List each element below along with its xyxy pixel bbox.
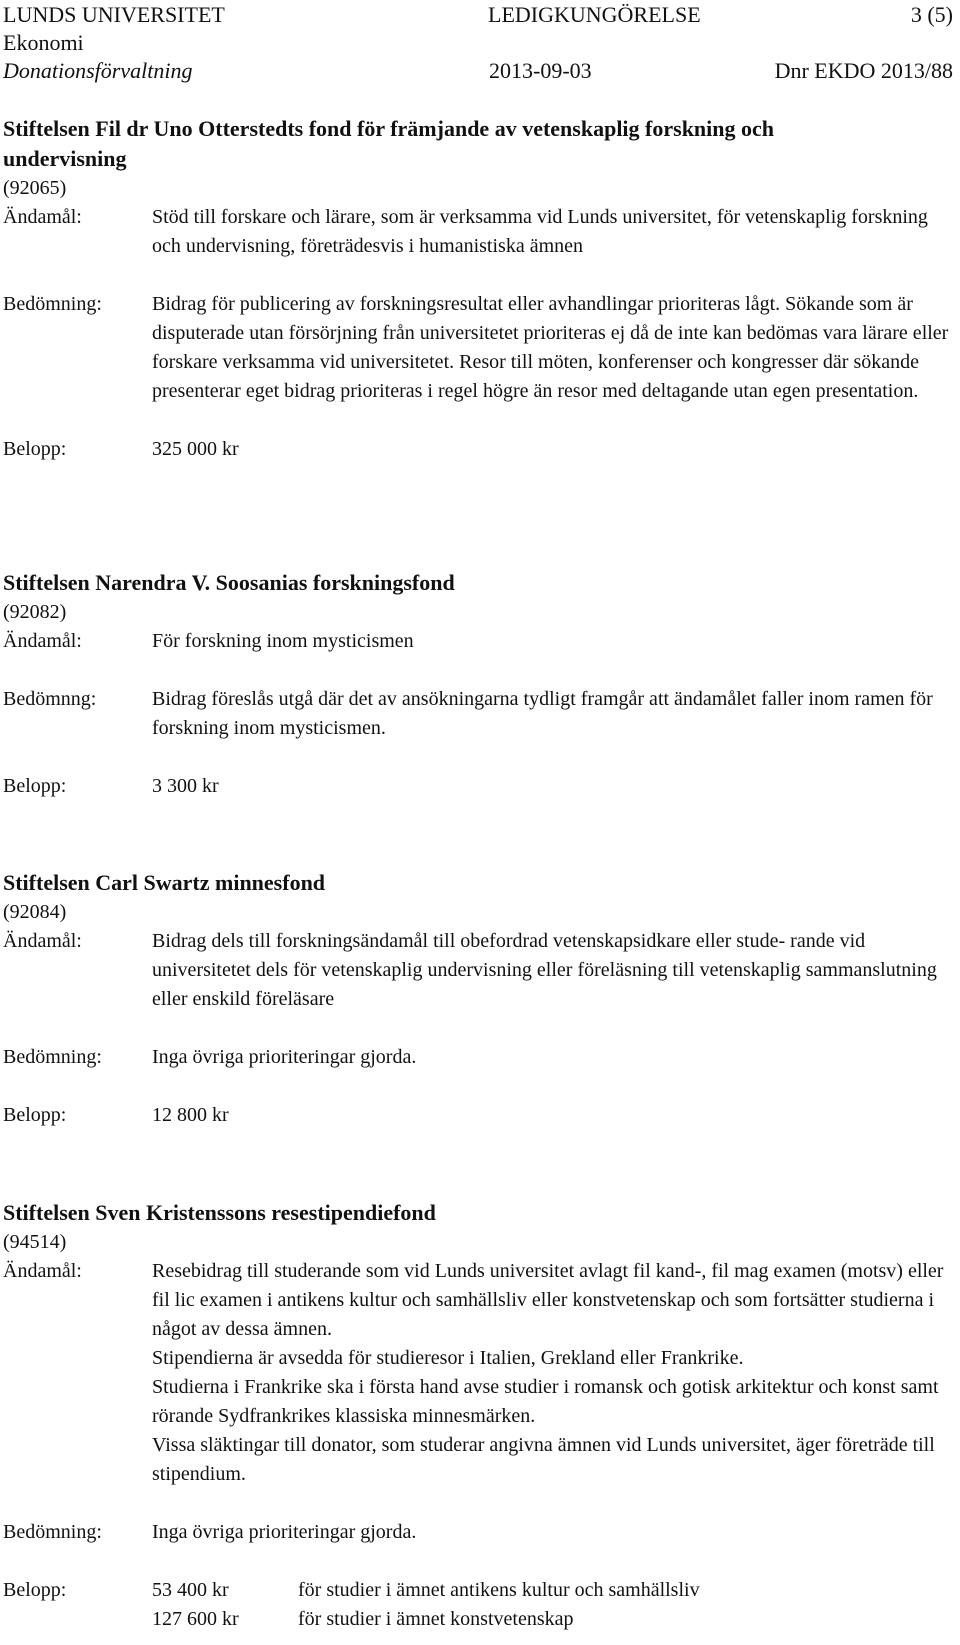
assessment-text: Inga övriga prioriteringar gjorda. xyxy=(152,1046,417,1068)
section-title: Stiftelsen Sven Kristenssons resestipendiefond xyxy=(3,1200,436,1225)
assessment-label: Bedömnng: xyxy=(3,688,97,710)
section-code: (92084) xyxy=(3,901,67,923)
amount-label: Belopp: xyxy=(3,775,67,797)
subdepartment: Donationsförvaltning xyxy=(3,58,193,83)
document-type: LEDIGKUNGÖRELSE xyxy=(488,2,701,27)
amount-value: 3 300 kr xyxy=(152,775,219,797)
university-name: LUNDS UNIVERSITET xyxy=(3,2,225,27)
purpose-paragraph: Vissa släktingar till donator, som studerar angivna ämnen vid Lunds universitet, äger företräde till stipendium. xyxy=(152,1434,935,1485)
amount-label: Belopp: xyxy=(3,1104,67,1126)
document-page xyxy=(3,0,953,1630)
purpose-paragraph: Studierna i Frankrike ska i första hand avse studier i romansk och gotisk arkitektur och konst samt rörande Sydfrankrikes klassiska minnesmärken. xyxy=(152,1376,939,1427)
section-title: Stiftelsen Carl Swartz minnesfond xyxy=(3,870,326,895)
purpose-label: Ändamål: xyxy=(3,206,82,228)
foundation-section-94514 xyxy=(3,1198,953,1634)
assessment-label: Bedömning: xyxy=(3,1046,102,1068)
amount-line xyxy=(152,1605,953,1634)
purpose-label: Ändamål: xyxy=(3,1260,82,1282)
header-row-2 xyxy=(3,28,953,58)
amount-row xyxy=(3,772,953,801)
document-date: 2013-09-03 xyxy=(489,58,592,83)
amount-label: Belopp: xyxy=(3,438,67,460)
section-code: (94514) xyxy=(3,1231,67,1253)
assessment-text: Bidrag för publicering av forskningsresultat eller avhandlingar prioriteras lågt. Sökande som är disputerade utan försörjning från universitetet prioriteras ej då de inte kan bedömas vara lärare eller forskare verksamma vid universitetet. Resor till möten, konferenser och kongresser där sökande presenterar eget bidrag prioriteras i regel högre än resor med deltagande utan egen presentation. xyxy=(152,293,949,402)
amount-value: 325 000 kr xyxy=(152,438,239,460)
amount-value: 12 800 kr xyxy=(152,1104,229,1126)
amount-description: för studier i ämnet konstvetenskap xyxy=(298,1608,574,1630)
purpose-row xyxy=(3,203,953,261)
purpose-row xyxy=(3,927,953,1014)
assessment-row xyxy=(3,1043,953,1072)
amount-row xyxy=(3,435,953,464)
purpose-text: Stöd till forskare och lärare, som är verksamma vid Lunds universitet, för vetenskaplig forskning och undervisning, företrädesvis i humanistiska ämnen xyxy=(152,206,928,257)
amount-description: för studier i ämnet antikens kultur och samhällsliv xyxy=(298,1579,700,1601)
assessment-row xyxy=(3,1518,953,1547)
department: Ekonomi xyxy=(3,30,84,55)
assessment-label: Bedömning: xyxy=(3,293,102,315)
foundation-section-92084 xyxy=(3,868,953,1130)
assessment-row xyxy=(3,290,953,406)
purpose-text xyxy=(152,1257,953,1489)
purpose-label: Ändamål: xyxy=(3,630,82,652)
amount-row xyxy=(3,1576,953,1634)
amount-value: 53 400 kr xyxy=(152,1579,229,1601)
amount-label: Belopp: xyxy=(3,1579,67,1601)
registration-number: Dnr EKDO 2013/88 xyxy=(774,58,953,83)
purpose-paragraph: Resebidrag till studerande som vid Lunds universitet avlagt fil kand-, fil mag examen (motsv) eller fil lic examen i antikens kultur och samhällsliv eller konstvetenskap och som fortsätter studierna i något av dessa ämnen. xyxy=(152,1260,944,1340)
header-row-1 xyxy=(3,0,953,30)
amount-line xyxy=(152,1576,953,1605)
purpose-row xyxy=(3,1257,953,1489)
section-code: (92065) xyxy=(3,177,67,199)
page-number: 3 (5) xyxy=(910,2,953,27)
foundation-section-92065 xyxy=(3,114,953,464)
amount-value: 127 600 kr xyxy=(152,1608,239,1630)
section-title: Stiftelsen Narendra V. Soosanias forskningsfond xyxy=(3,570,455,595)
purpose-paragraph: Stipendierna är avsedda för studieresor i Italien, Grekland eller Frankrike. xyxy=(152,1347,744,1369)
foundation-section-92082 xyxy=(3,568,953,801)
assessment-text: Bidrag föreslås utgå där det av ansökningarna tydligt framgår att ändamålet faller inom ramen för forskning inom mysticismen. xyxy=(152,688,933,739)
assessment-text: Inga övriga prioriteringar gjorda. xyxy=(152,1521,417,1543)
purpose-row xyxy=(3,627,953,656)
amount-row xyxy=(3,1101,953,1130)
purpose-label: Ändamål: xyxy=(3,930,82,952)
purpose-text: Bidrag dels till forskningsändamål till obefordrad vetenskapsidkare eller stude- rande vid universitetet dels för vetenskaplig undervisning eller föreläsning till vetenskaplig sammanslutning eller enskild föreläsare xyxy=(152,930,937,1010)
header-row-3 xyxy=(3,56,953,86)
purpose-text: För forskning inom mysticismen xyxy=(152,630,414,652)
section-title: Stiftelsen Fil dr Uno Otterstedts fond för främjande av vetenskaplig forskning och undervisning xyxy=(3,116,775,171)
assessment-label: Bedömning: xyxy=(3,1521,102,1543)
amount-list xyxy=(152,1576,953,1634)
section-code: (92082) xyxy=(3,601,67,623)
assessment-row xyxy=(3,685,953,743)
document-header xyxy=(3,0,953,90)
